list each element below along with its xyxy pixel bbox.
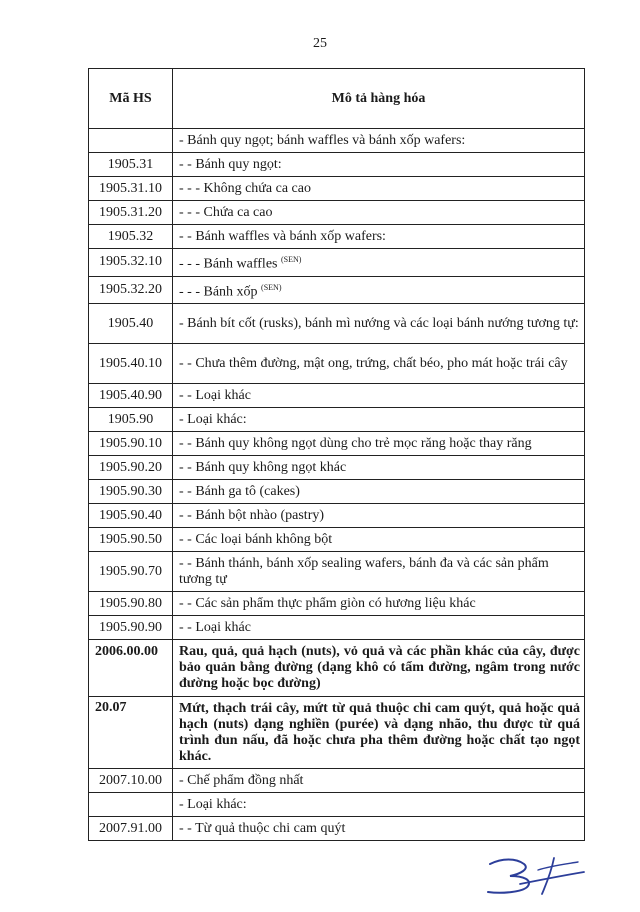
hs-code-cell: 2006.00.00 — [89, 640, 173, 697]
hs-code-cell: 1905.90.80 — [89, 592, 173, 616]
table-row — [89, 592, 585, 616]
description-text: - - Các loại bánh không bột — [179, 531, 333, 547]
hs-code-cell: 1905.32.10 — [89, 249, 173, 277]
table-row — [89, 616, 585, 640]
hs-code-cell: 1905.31.20 — [89, 201, 173, 225]
description-text: - - Loại khác — [179, 387, 251, 403]
description-text: - - Loại khác — [179, 619, 251, 635]
hs-code-cell — [89, 129, 173, 153]
description-text: - - Bánh thánh, bánh xốp sealing wafers, bánh đa và các sản phẩm tương tự — [179, 555, 549, 587]
description-cell — [173, 793, 585, 817]
description-text: - - Các sản phẩm thực phẩm giòn có hương liệu khác — [179, 595, 476, 611]
description-text: - - - Bánh waffles — [179, 256, 278, 272]
table-row — [89, 528, 585, 552]
hs-code-cell: 1905.90.50 — [89, 528, 173, 552]
hs-code-cell: 1905.32 — [89, 225, 173, 249]
description-text: - - Bánh quy không ngọt dùng cho trẻ mọc răng hoặc thay răng — [179, 435, 532, 451]
description-text: - - Bánh waffles và bánh xốp wafers: — [179, 228, 386, 244]
table-row — [89, 697, 585, 769]
hs-code-cell: 2007.91.00 — [89, 817, 173, 841]
table-row — [89, 432, 585, 456]
description-text: - - - Chứa ca cao — [179, 204, 273, 220]
header-description: Mô tả hàng hóa — [173, 69, 585, 129]
superscript-note: (SEN) — [261, 282, 282, 292]
table-row — [89, 552, 585, 592]
table-row — [89, 304, 585, 344]
hs-code-cell: 1905.32.20 — [89, 276, 173, 304]
hs-code-cell: 1905.31.10 — [89, 177, 173, 201]
description-cell — [173, 304, 585, 344]
description-text: - Bánh quy ngọt; bánh waffles và bánh xốp wafers: — [179, 132, 466, 148]
description-text: - - Bánh quy không ngọt khác — [179, 459, 347, 475]
description-text: - - Bánh quy ngọt: — [179, 156, 282, 172]
header-hs-code: Mã HS — [89, 69, 173, 129]
table-header-row — [89, 69, 585, 129]
table-row — [89, 408, 585, 432]
hs-code-cell: 1905.90.10 — [89, 432, 173, 456]
description-cell — [173, 616, 585, 640]
table-row — [89, 129, 585, 153]
hs-code-cell: 20.07 — [89, 697, 173, 769]
superscript-note: (SEN) — [281, 255, 302, 264]
description-cell — [173, 480, 585, 504]
description-text: Rau, quả, quả hạch (nuts), vỏ quả và các phần khác của cây, được bảo quản bằng đường (dạng khô có tẩm đường, ngâm trong nước đường hoặc bọc đường) — [179, 644, 580, 692]
hs-code-cell: 1905.40.10 — [89, 344, 173, 384]
description-cell — [173, 153, 585, 177]
description-text: - - Chưa thêm đường, mật ong, trứng, chất béo, pho mát hoặc trái cây — [179, 355, 568, 371]
table-row — [89, 344, 585, 384]
hs-code-cell: 2007.10.00 — [89, 769, 173, 793]
hs-code-cell: 1905.31 — [89, 153, 173, 177]
hs-code-table — [88, 68, 585, 841]
description-cell — [173, 697, 585, 769]
description-cell — [173, 432, 585, 456]
description-text: - - - Bánh xốp — [179, 284, 258, 300]
description-cell — [173, 408, 585, 432]
description-cell — [173, 276, 585, 304]
description-text: - Loại khác: — [179, 796, 247, 812]
description-text: - - Bánh bột nhào (pastry) — [179, 507, 325, 523]
hs-code-cell: 1905.90.70 — [89, 552, 173, 592]
description-cell — [173, 384, 585, 408]
hs-code-cell — [89, 793, 173, 817]
description-cell — [173, 249, 585, 277]
table-row — [89, 384, 585, 408]
description-cell — [173, 552, 585, 592]
description-text: - - - Không chứa ca cao — [179, 180, 311, 196]
description-cell — [173, 225, 585, 249]
page-number: 25 — [313, 36, 327, 51]
description-text: - Chế phẩm đồng nhất — [179, 772, 304, 788]
table-row — [89, 480, 585, 504]
description-cell — [173, 129, 585, 153]
table-row — [89, 817, 585, 841]
table-body — [89, 129, 585, 841]
table-row — [89, 504, 585, 528]
hs-code-cell: 1905.90.90 — [89, 616, 173, 640]
description-text: - - Từ quả thuộc chi cam quýt — [179, 820, 346, 836]
table-row — [89, 276, 585, 304]
description-text: - Bánh bít cốt (rusks), bánh mì nướng và các loại bánh nướng tương tự: — [179, 315, 579, 331]
hs-code-cell: 1905.90.30 — [89, 480, 173, 504]
table-row — [89, 793, 585, 817]
description-cell — [173, 817, 585, 841]
table-row — [89, 249, 585, 277]
table-row — [89, 640, 585, 697]
hs-code-cell: 1905.90.40 — [89, 504, 173, 528]
description-text: - Loại khác: — [179, 411, 247, 427]
handwritten-signature — [480, 850, 590, 900]
description-cell — [173, 528, 585, 552]
table-row — [89, 456, 585, 480]
description-cell — [173, 456, 585, 480]
hs-code-cell: 1905.40.90 — [89, 384, 173, 408]
table-row — [89, 225, 585, 249]
description-text: - - Bánh ga tô (cakes) — [179, 483, 300, 499]
description-text: Mứt, thạch trái cây, mứt từ quả thuộc chi cam quýt, quả hoặc quả hạch (nuts) dạng nghiền (purée) và dạng nhão, thu được từ quá trình đun nấu, đã hoặc chưa pha thêm đường hoặc chất tạo ngọt khác. — [179, 700, 580, 764]
description-cell — [173, 201, 585, 225]
table-row — [89, 201, 585, 225]
description-cell — [173, 177, 585, 201]
hs-code-cell: 1905.40 — [89, 304, 173, 344]
table-row — [89, 769, 585, 793]
description-cell — [173, 769, 585, 793]
description-cell — [173, 592, 585, 616]
hs-code-cell: 1905.90 — [89, 408, 173, 432]
description-cell — [173, 344, 585, 384]
description-cell — [173, 504, 585, 528]
description-cell — [173, 640, 585, 697]
hs-code-cell: 1905.90.20 — [89, 456, 173, 480]
table-row — [89, 177, 585, 201]
table-row — [89, 153, 585, 177]
